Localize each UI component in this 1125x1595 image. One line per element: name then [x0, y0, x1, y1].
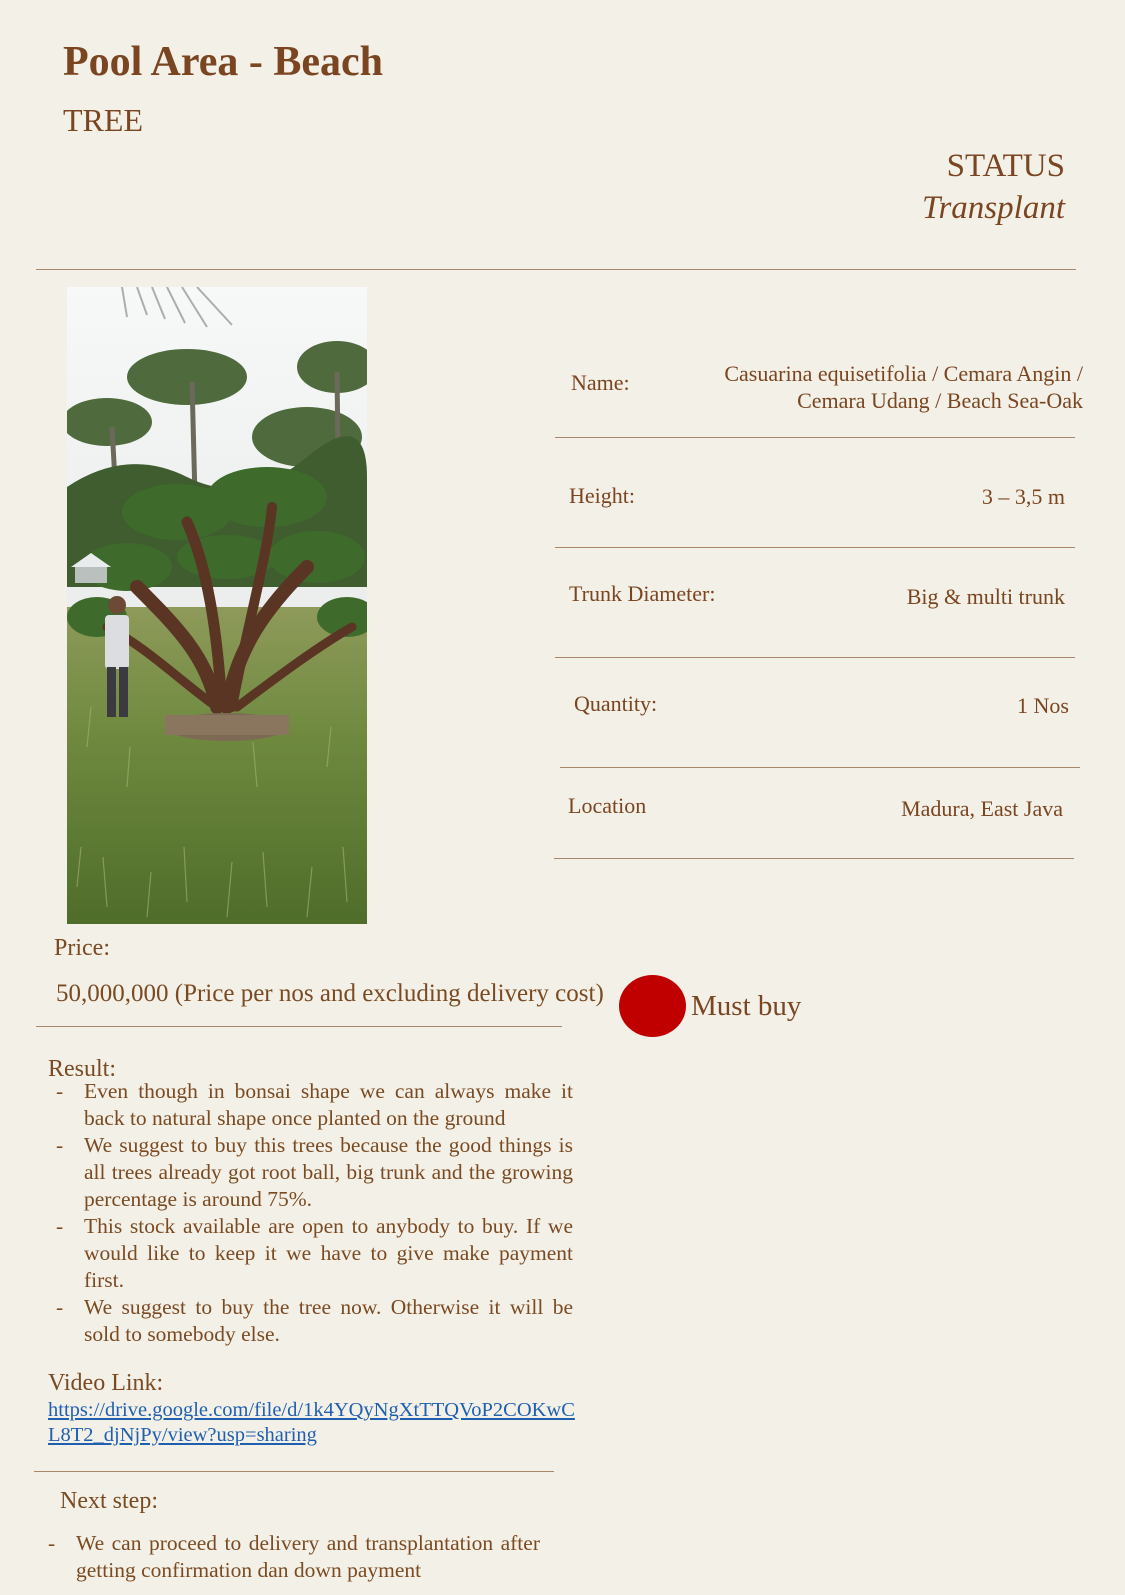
page-title: Pool Area - Beach [63, 39, 384, 85]
name-label: Name: [571, 370, 630, 395]
next-step-list [44, 1530, 540, 1584]
location-label: Location [568, 793, 647, 818]
header-divider [36, 269, 1076, 270]
tree-photo [67, 287, 367, 924]
spec-divider [555, 437, 1075, 438]
spec-divider [555, 547, 1075, 548]
price-label: Price: [54, 935, 110, 961]
height-label: Height: [569, 483, 635, 508]
quantity-value: 1 Nos [1017, 693, 1069, 718]
category-label: TREE [63, 102, 143, 138]
spec-divider [560, 767, 1080, 768]
height-value: 3 – 3,5 m [981, 484, 1065, 509]
list-item: - We can proceed to delivery and transplantation after getting confirmation dan down payment [48, 1531, 540, 1582]
next-step-label: Next step: [60, 1488, 158, 1514]
name-value-line2: Cemara Udang / Beach Sea-Oak [797, 388, 1083, 413]
video-label: Video Link: [48, 1370, 164, 1396]
trunk-label: Trunk Diameter: [569, 581, 716, 606]
result-label: Result: [48, 1056, 117, 1082]
status-value: Transplant [921, 190, 1065, 226]
list-item: - This stock available are open to anybody to buy. If we would like to keep it we have to give make payment first. [56, 1214, 573, 1292]
list-item: - Even though in bonsai shape we can always make it back to natural shape once planted on the ground [56, 1079, 573, 1130]
quantity-label: Quantity: [574, 691, 658, 716]
name-value [663, 360, 1083, 414]
video-divider [34, 1471, 554, 1472]
spec-divider [555, 657, 1075, 658]
must-buy-indicator [619, 975, 686, 1037]
must-buy-label: Must buy [691, 990, 802, 1022]
video-link[interactable]: https://drive.google.com/file/d/1k4YQyNgXtTTQVoP2COKwCL8T2_djNjPy/view?usp=sharing [48, 1399, 575, 1446]
status-label: STATUS [946, 148, 1065, 184]
price-value: 50,000,000 (Price per nos and excluding delivery cost) [56, 980, 604, 1007]
price-divider [36, 1026, 562, 1027]
location-value: Madura, East Java [901, 796, 1063, 821]
list-item: - We suggest to buy this trees because the good things is all trees already got root ball, big trunk and the growing percentage is around 75%. [56, 1133, 573, 1211]
result-list [50, 1078, 573, 1348]
spec-divider [554, 858, 1074, 859]
list-item: - We suggest to buy the tree now. Otherwise it will be sold to somebody else. [56, 1295, 573, 1346]
name-value-line1: Casuarina equisetifolia / Cemara Angin / [724, 361, 1083, 386]
trunk-value: Big & multi trunk [906, 584, 1065, 609]
